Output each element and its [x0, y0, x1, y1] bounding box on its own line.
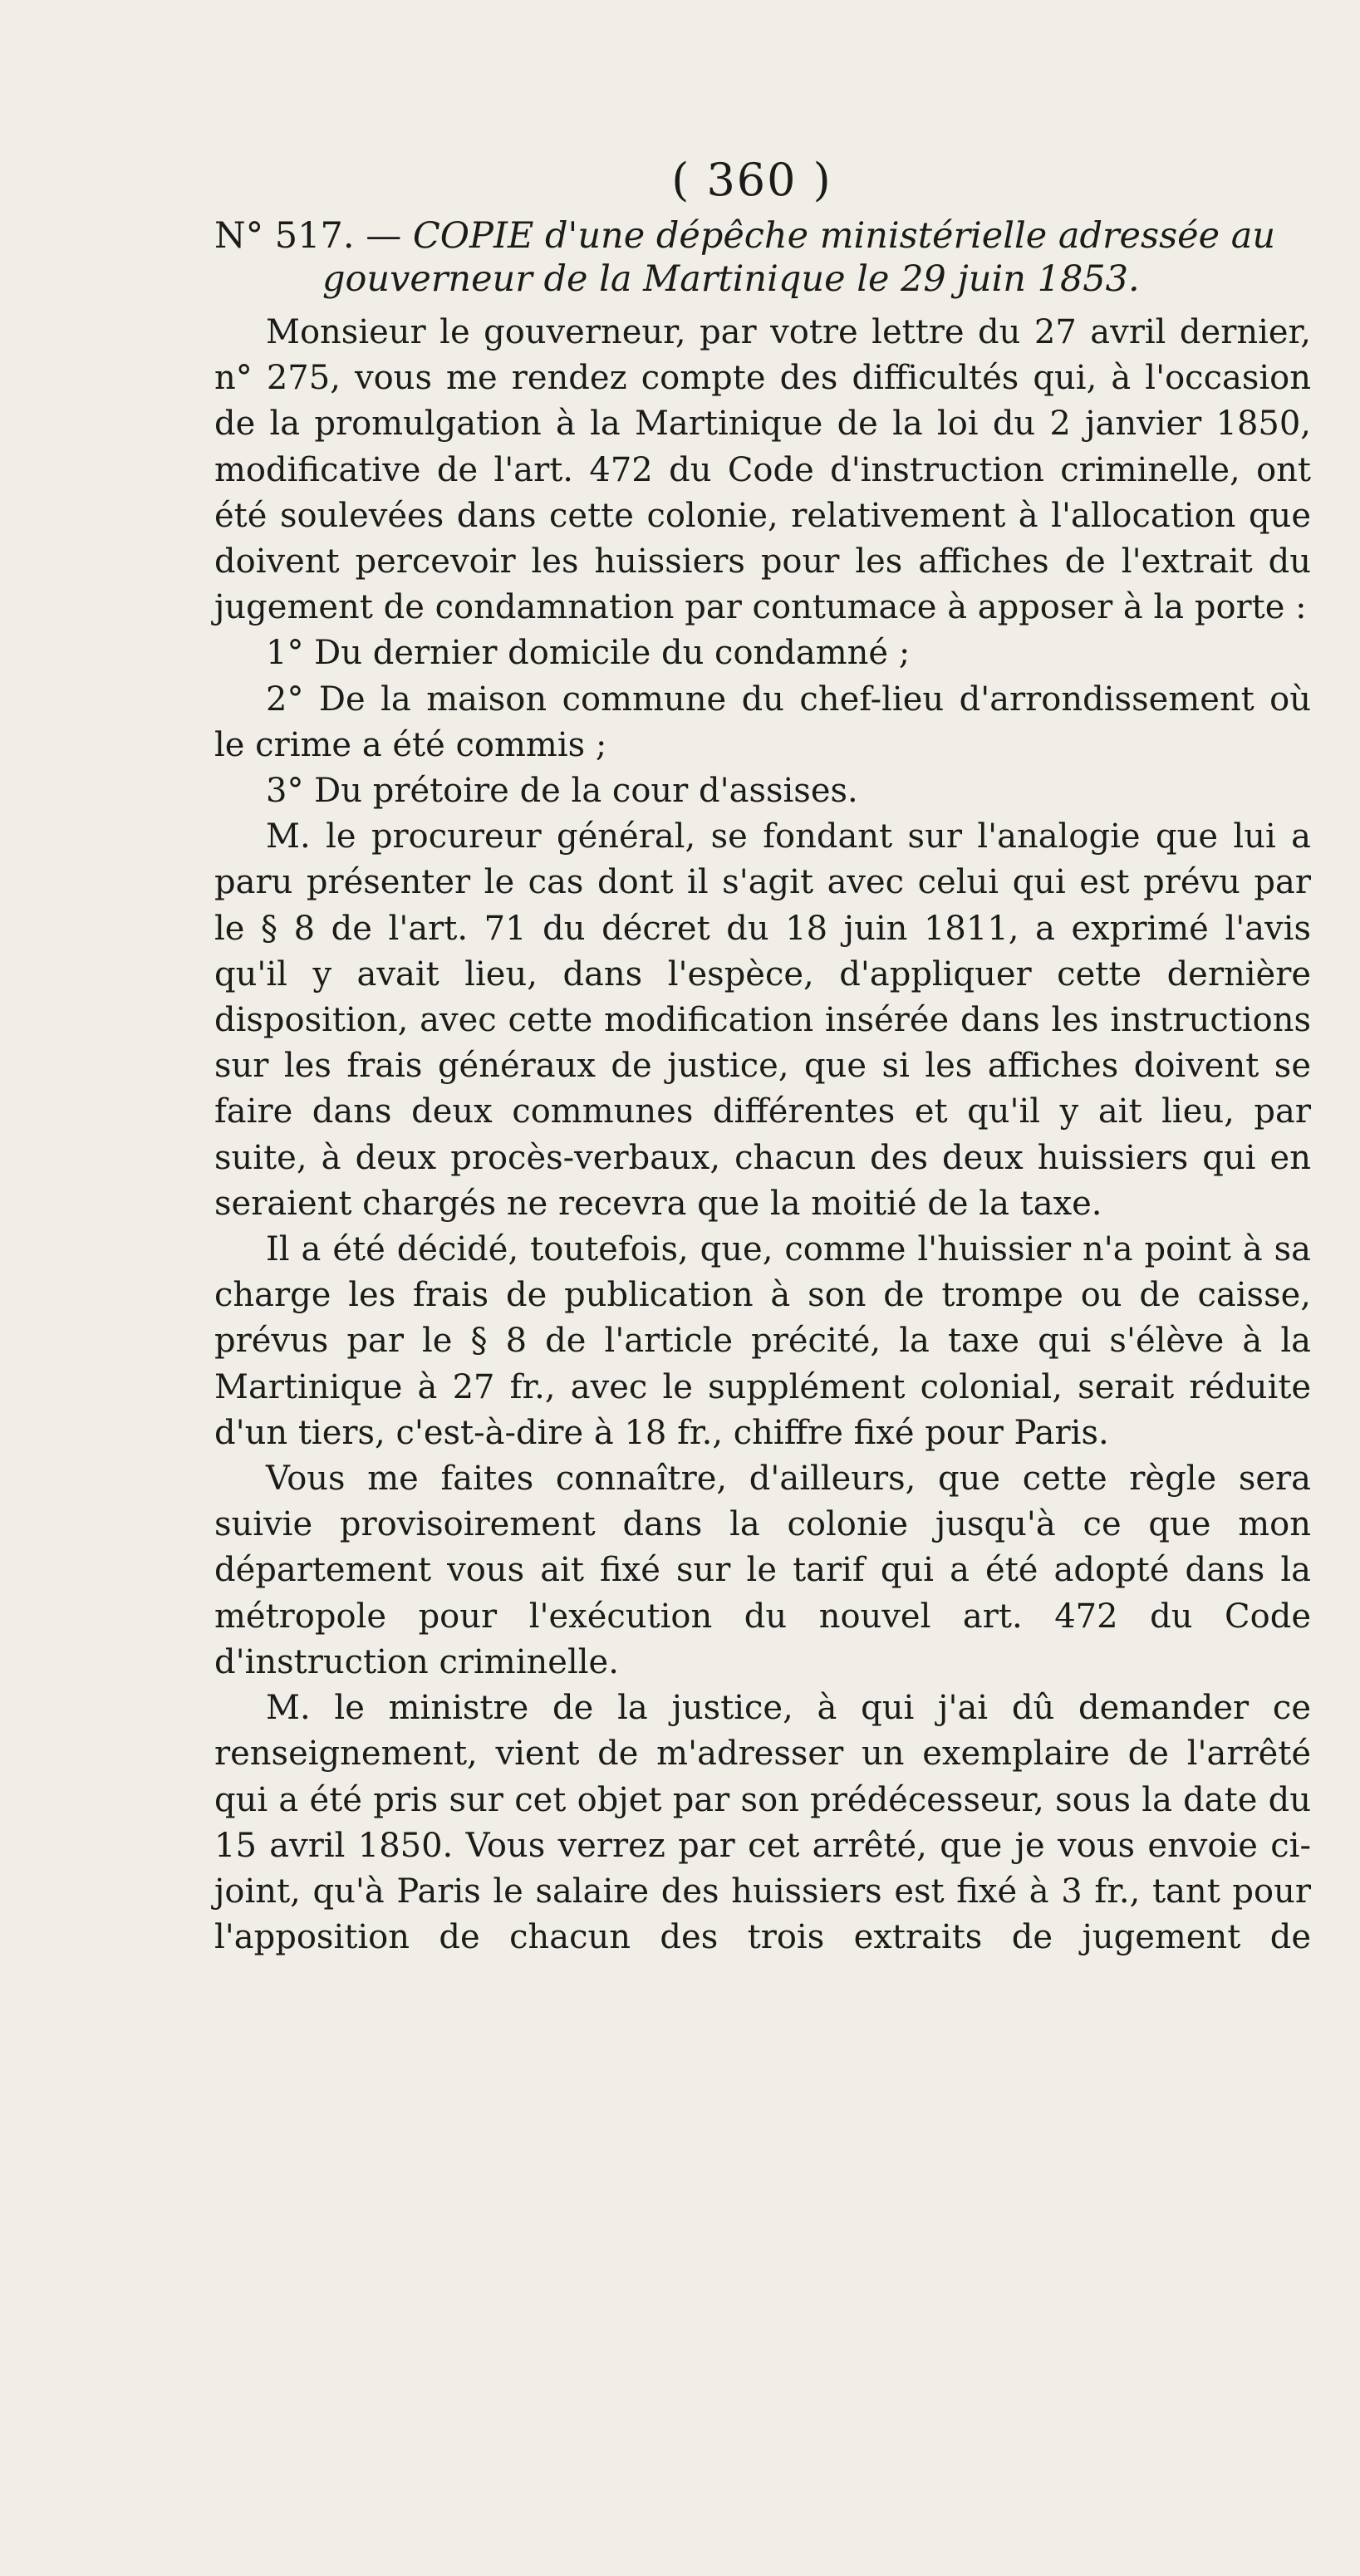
- document-body: [214, 310, 1311, 1960]
- heading-number: N° 517. —: [214, 215, 413, 257]
- list-item-2: 2° De la maison commune du chef-lieu d'arrondissement où le crime a été commis ;: [214, 680, 1311, 764]
- paragraph-ministre: M. le ministre de la justice, à qui j'ai dû demander ce renseignement, vient de m'adresser un exemplaire de l'arrêté qui a été pris sur cet objet par son prédécesseur, sous la date du 15 avril 1850. Vous verrez par cet arrêté, que je vous envoie ci-joint, qu'à Paris le salaire des huissiers est fixé à 3 fr., tant pour l'apposition de chacun des trois extraits de jugement de: [214, 1689, 1311, 1957]
- list-item-1: 1° Du dernier domicile du condamné ;: [266, 634, 911, 673]
- heading-title-line2: gouverneur de la Martinique le 29 juin 1853.: [322, 258, 1140, 300]
- document-heading: [214, 214, 1294, 301]
- paragraph-regle: Vous me faites connaître, d'ailleurs, que cette règle sera suivie provisoirement dans la colonie jusqu'à ce que mon département vous ait fixé sur le tarif qui a été adopté dans la métropole pour l'exécution du nouvel art. 472 du Code d'instruction criminelle.: [214, 1460, 1311, 1681]
- heading-title-line1: COPIE d'une dépêche ministérielle adressée au: [412, 215, 1276, 257]
- paragraph-intro: Monsieur le gouverneur, par votre lettre du 27 avril dernier, n° 275, vous me rendez compte des difficultés qui, à l'occasion de la promulgation à la Martinique de la loi du 2 janvier 1850, modificative de l'art. 472 du Code d'instruction criminelle, ont été soulevées dans cette colonie, relativement à l'allocation que doivent percevoir les huissiers pour les affiches de l'extrait du jugement de condamnation par contumace à apposer à la porte :: [214, 313, 1311, 627]
- page-number: ( 360 ): [671, 154, 832, 206]
- paragraph-decision: Il a été décidé, toutefois, que, comme l'huissier n'a point à sa charge les frais de publication à son de trompe ou de caisse, prévus par le § 8 de l'article précité, la taxe qui s'élève à la Martinique à 27 fr., avec le supplément colonial, serait réduite d'un tiers, c'est-à-dire à 18 fr., chiffre fixé pour Paris.: [214, 1230, 1311, 1452]
- paragraph-procureur: M. le procureur général, se fondant sur l'analogie que lui a paru présenter le cas dont il s'agit avec celui qui est prévu par le § 8 de l'art. 71 du décret du 18 juin 1811, a exprimé l'avis qu'il y avait lieu, dans l'espèce, d'appliquer cette dernière disposition, avec cette modification insérée dans les instructions sur les frais généraux de justice, que si les affiches doivent se faire dans deux communes différentes et qu'il y ait lieu, par suite, à deux procès-verbaux, chacun des deux huissiers qui en seraient chargés ne recevra que la moitié de la taxe.: [214, 817, 1311, 1223]
- list-item-3: 3° Du prétoire de la cour d'assises.: [266, 772, 858, 811]
